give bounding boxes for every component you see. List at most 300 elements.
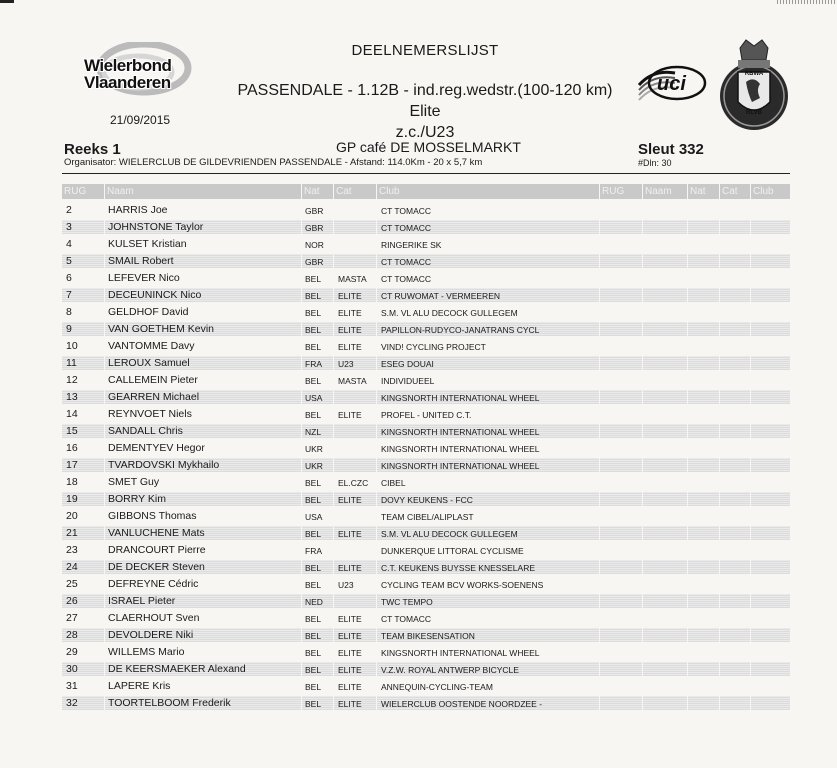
row-shading: [643, 322, 687, 336]
table-row: [62, 286, 790, 303]
rider-club: KINGSNORTH INTERNATIONAL WHEEL: [381, 427, 540, 437]
row-shading: [643, 594, 687, 608]
row-shading: [643, 220, 687, 234]
row-shading: [600, 339, 642, 353]
race-line-1: PASSENDALE - 1.12B - ind.reg.wedstr.(100-120 km) Elite: [237, 82, 613, 120]
rider-club: CT TOMACC: [381, 257, 432, 267]
row-shading: [600, 322, 642, 336]
row-shading: [688, 458, 719, 472]
row-shading: [600, 611, 642, 625]
rider-name: DRANCOURT Pierre: [108, 544, 206, 556]
row-shading: [720, 560, 750, 574]
rider-category: ELITE: [338, 308, 362, 318]
row-shading: [688, 696, 719, 710]
event-name: GP café DE MOSSELMARKT: [336, 139, 521, 155]
rider-nationality: GBR: [305, 206, 324, 216]
row-shading: [600, 203, 642, 217]
col-nat: Nat: [302, 184, 333, 199]
row-shading: [751, 492, 790, 506]
row-shading: [720, 305, 750, 319]
row-shading: [334, 543, 376, 557]
row-shading: [334, 424, 376, 438]
rider-number: 8: [66, 306, 72, 318]
row-shading: [751, 441, 790, 455]
table-row: [62, 388, 790, 405]
scan-noise: [777, 0, 837, 4]
row-shading: [688, 237, 719, 251]
rider-club: V.Z.W. ROYAL ANTWERP BICYCLE: [381, 665, 519, 675]
row-shading: [643, 662, 687, 676]
rider-name: DECEUNINCK Nico: [108, 289, 202, 301]
row-shading: [751, 475, 790, 489]
rider-name: DE DECKER Steven: [108, 561, 205, 573]
rider-name: DEFREYNE Cédric: [108, 578, 199, 590]
row-shading: [643, 679, 687, 693]
row-shading: [688, 662, 719, 676]
row-shading: [643, 373, 687, 387]
row-shading: [600, 356, 642, 370]
rider-category: ELITE: [338, 529, 362, 539]
rider-nationality: BEL: [305, 665, 322, 675]
row-shading: [751, 356, 790, 370]
row-shading: [688, 577, 719, 591]
rider-name: DEMENTYEV Hegor: [108, 442, 205, 454]
row-shading: [600, 458, 642, 472]
table-row: [62, 439, 790, 456]
rider-table: [62, 201, 790, 711]
row-shading: [751, 305, 790, 319]
row-shading: [720, 271, 750, 285]
rider-club: CT TOMACC: [381, 223, 432, 233]
row-shading: [751, 424, 790, 438]
rider-category: U23: [338, 580, 354, 590]
rider-name: GEARREN Michael: [108, 391, 200, 403]
row-shading: [720, 577, 750, 591]
rider-nationality: BEL: [305, 308, 322, 318]
row-shading: [600, 288, 642, 302]
rider-number: 32: [66, 697, 78, 709]
row-shading: [688, 492, 719, 506]
rider-number: 12: [66, 374, 78, 386]
row-shading: [600, 305, 642, 319]
rider-category: ELITE: [338, 699, 362, 709]
col-cat: Cat: [334, 184, 376, 199]
table-row: [62, 558, 790, 575]
rider-category: ELITE: [338, 665, 362, 675]
rider-nationality: BEL: [305, 342, 322, 352]
row-shading: [334, 458, 376, 472]
logo-text-line2: Vlaanderen: [84, 73, 171, 92]
row-shading: [751, 237, 790, 251]
row-shading: [600, 475, 642, 489]
row-shading: [720, 628, 750, 642]
rider-nationality: BEL: [305, 291, 322, 301]
rider-name: TVARDOVSKI Mykhailo: [108, 459, 220, 471]
row-shading: [643, 254, 687, 268]
rider-name: WILLEMS Mario: [108, 646, 185, 658]
rider-name: BORRY Kim: [108, 493, 166, 505]
document-title: DEELNEMERSLIJST: [351, 42, 499, 59]
table-row: [62, 643, 790, 660]
table-row: [62, 201, 790, 218]
rider-club: C.T. KEUKENS BUYSSE KNESSELARE: [381, 563, 535, 573]
rider-nationality: UKR: [305, 461, 323, 471]
crest-text-bottom: RLVB: [746, 110, 762, 116]
rider-club: TEAM BIKESENSATION: [381, 631, 475, 641]
row-shading: [720, 492, 750, 506]
row-shading: [600, 526, 642, 540]
row-shading: [643, 305, 687, 319]
row-shading: [688, 645, 719, 659]
row-shading: [720, 407, 750, 421]
row-shading: [643, 628, 687, 642]
rider-category: U23: [338, 359, 354, 369]
rider-number: 2: [66, 204, 72, 216]
table-row: [62, 473, 790, 490]
table-row: [62, 626, 790, 643]
row-shading: [688, 407, 719, 421]
table-row: [62, 235, 790, 252]
row-shading: [334, 509, 376, 523]
table-row: [62, 269, 790, 286]
row-shading: [688, 356, 719, 370]
row-shading: [600, 594, 642, 608]
table-row: [62, 490, 790, 507]
table-row: [62, 694, 790, 711]
rider-name: VANLUCHENE Mats: [108, 527, 205, 539]
rider-nationality: GBR: [305, 223, 324, 233]
col-rug-2: RUG: [600, 184, 642, 199]
row-shading: [600, 628, 642, 642]
row-shading: [688, 373, 719, 387]
row-shading: [600, 679, 642, 693]
rider-category: ELITE: [338, 648, 362, 658]
row-shading: [751, 322, 790, 336]
col-club-2: Club: [751, 184, 790, 199]
rider-nationality: BEL: [305, 631, 322, 641]
rider-club: PAPILLON-RUDYCO-JANATRANS CYCL: [381, 325, 540, 335]
rider-club: ANNEQUIN-CYCLING-TEAM: [381, 682, 493, 692]
rider-number: 19: [66, 493, 78, 505]
rider-club: KINGSNORTH INTERNATIONAL WHEEL: [381, 444, 540, 454]
rider-nationality: USA: [305, 512, 323, 522]
table-row: [62, 252, 790, 269]
rider-number: 11: [66, 357, 77, 369]
rider-club: ESEG DOUAI: [381, 359, 434, 369]
row-shading: [688, 611, 719, 625]
row-shading: [688, 543, 719, 557]
rider-club: PROFEL - UNITED C.T.: [381, 410, 472, 420]
row-shading: [751, 220, 790, 234]
rider-category: ELITE: [338, 291, 362, 301]
table-row: [62, 507, 790, 524]
row-shading: [688, 560, 719, 574]
row-shading: [751, 577, 790, 591]
rider-nationality: GBR: [305, 257, 324, 267]
row-shading: [600, 424, 642, 438]
rlvb-crest-logo: [716, 38, 792, 134]
row-shading: [334, 441, 376, 455]
participant-count: #Dln: 30: [638, 158, 672, 168]
row-shading: [720, 322, 750, 336]
rider-name: GELDHOF David: [108, 306, 189, 318]
sleut-label: Sleut 332: [638, 141, 704, 158]
rider-category: ELITE: [338, 682, 362, 692]
rider-club: CT TOMACC: [381, 206, 432, 216]
rider-nationality: BEL: [305, 614, 322, 624]
organisator-line: Organisator: WIELERCLUB DE GILDEVRIENDEN PASSENDALE - Afstand: 114.0Km - 20 x 5,7 km: [64, 157, 483, 168]
uci-logo: [635, 63, 709, 105]
rider-nationality: NED: [305, 597, 323, 607]
rider-club: TWC TEMPO: [381, 597, 433, 607]
row-shading: [643, 271, 687, 285]
row-shading: [751, 339, 790, 353]
table-row: [62, 405, 790, 422]
rider-number: 20: [66, 510, 78, 522]
row-shading: [720, 424, 750, 438]
row-shading: [600, 645, 642, 659]
rider-club: S.M. VL ALU DECOCK GULLEGEM: [381, 308, 518, 318]
rider-category: EL.CZC: [338, 478, 369, 488]
rider-number: 28: [66, 629, 78, 641]
row-shading: [688, 424, 719, 438]
table-row: [62, 303, 790, 320]
row-shading: [643, 645, 687, 659]
row-shading: [688, 441, 719, 455]
row-shading: [688, 390, 719, 404]
row-shading: [751, 594, 790, 608]
row-shading: [643, 475, 687, 489]
scan-mark: [0, 0, 14, 3]
row-shading: [751, 560, 790, 574]
row-shading: [643, 424, 687, 438]
rider-number: 7: [66, 289, 72, 301]
row-shading: [688, 288, 719, 302]
row-shading: [720, 526, 750, 540]
row-shading: [720, 254, 750, 268]
table-row: [62, 218, 790, 235]
table-row: [62, 524, 790, 541]
row-shading: [643, 577, 687, 591]
rider-club: VIND! CYCLING PROJECT: [381, 342, 486, 352]
row-shading: [600, 271, 642, 285]
rider-name: KULSET Kristian: [108, 238, 187, 250]
rider-name: ISRAEL Pieter: [108, 595, 176, 607]
row-shading: [600, 373, 642, 387]
rider-number: 21: [66, 527, 78, 539]
row-shading: [720, 288, 750, 302]
rider-number: 24: [66, 561, 78, 573]
rider-number: 10: [66, 340, 78, 352]
rider-number: 26: [66, 595, 78, 607]
row-shading: [720, 475, 750, 489]
row-shading: [720, 662, 750, 676]
row-shading: [643, 390, 687, 404]
row-shading: [643, 203, 687, 217]
row-shading: [751, 407, 790, 421]
table-row: [62, 541, 790, 558]
col-naam-2: Naam: [643, 184, 687, 199]
wielerbond-vlaanderen-logo: [78, 42, 194, 100]
logo-text-line1: Wielerbond: [84, 56, 172, 75]
rider-name: REYNVOET Niels: [108, 408, 192, 420]
rider-club: INDIVIDUEEL: [381, 376, 435, 386]
rider-number: 4: [66, 238, 72, 250]
rider-name: LAPERE Kris: [108, 680, 171, 692]
row-shading: [643, 458, 687, 472]
row-shading: [720, 458, 750, 472]
row-shading: [751, 662, 790, 676]
rider-nationality: BEL: [305, 325, 322, 335]
row-shading: [751, 526, 790, 540]
table-row: [62, 371, 790, 388]
rider-category: ELITE: [338, 563, 362, 573]
row-shading: [720, 220, 750, 234]
col-cat-2: Cat: [720, 184, 750, 199]
rider-nationality: BEL: [305, 648, 322, 658]
row-shading: [643, 356, 687, 370]
row-shading: [643, 288, 687, 302]
row-shading: [643, 526, 687, 540]
rider-category: ELITE: [338, 495, 362, 505]
row-shading: [751, 611, 790, 625]
row-shading: [751, 696, 790, 710]
rider-nationality: NZL: [305, 427, 322, 437]
rider-nationality: BEL: [305, 682, 322, 692]
race-description: [232, 80, 618, 143]
row-shading: [334, 203, 376, 217]
row-shading: [751, 288, 790, 302]
rider-category: MASTA: [338, 274, 367, 284]
rider-number: 23: [66, 544, 78, 556]
row-shading: [688, 339, 719, 353]
row-shading: [643, 509, 687, 523]
rider-nationality: BEL: [305, 580, 322, 590]
table-row: [62, 677, 790, 694]
row-shading: [720, 679, 750, 693]
rider-number: 6: [66, 272, 72, 284]
row-shading: [688, 322, 719, 336]
rider-club: WIELERCLUB OOSTENDE NOORDZEE -: [381, 699, 543, 709]
row-shading: [600, 696, 642, 710]
rider-club: CIBEL: [381, 478, 406, 488]
rider-number: 5: [66, 255, 72, 267]
row-shading: [377, 475, 599, 489]
row-shading: [720, 373, 750, 387]
rider-nationality: BEL: [305, 563, 322, 573]
uci-text: uci: [657, 73, 686, 95]
rider-name: DEVOLDERE Niki: [108, 629, 194, 641]
rider-number: 29: [66, 646, 78, 658]
col-naam: Naam: [105, 184, 301, 199]
table-row: [62, 337, 790, 354]
rider-nationality: FRA: [305, 359, 322, 369]
rider-nationality: BEL: [305, 410, 322, 420]
row-shading: [600, 560, 642, 574]
table-row: [62, 320, 790, 337]
row-shading: [643, 407, 687, 421]
row-shading: [643, 237, 687, 251]
row-shading: [688, 475, 719, 489]
table-row: [62, 456, 790, 473]
rider-club: DUNKERQUE LITTORAL CYCLISME: [381, 546, 524, 556]
row-shading: [334, 220, 376, 234]
rider-club: CYCLING TEAM BCV WORKS-SOENENS: [381, 580, 544, 590]
rider-club: CT RUWOMAT - VERMEEREN: [381, 291, 501, 301]
rider-name: DE KEERSMAEKER Alexand: [108, 663, 246, 675]
row-shading: [751, 390, 790, 404]
rider-number: 3: [66, 221, 72, 233]
rider-name: LEROUX Samuel: [108, 357, 190, 369]
rider-number: 15: [66, 425, 78, 437]
header-rule: [62, 173, 790, 174]
rider-category: ELITE: [338, 614, 362, 624]
rider-category: MASTA: [338, 376, 367, 386]
row-shading: [600, 237, 642, 251]
rider-club: TEAM CIBEL/ALIPLAST: [381, 512, 474, 522]
row-shading: [720, 594, 750, 608]
table-row: [62, 575, 790, 592]
row-shading: [688, 254, 719, 268]
row-shading: [720, 441, 750, 455]
rider-club: DOVY KEUKENS - FCC: [381, 495, 473, 505]
row-shading: [600, 543, 642, 557]
rider-nationality: BEL: [305, 376, 322, 386]
col-club: Club: [377, 184, 599, 199]
row-shading: [688, 526, 719, 540]
row-shading: [688, 271, 719, 285]
table-row: [62, 354, 790, 371]
rider-club: CT TOMACC: [381, 274, 432, 284]
row-shading: [751, 203, 790, 217]
row-shading: [751, 628, 790, 642]
rider-name: GIBBONS Thomas: [108, 510, 197, 522]
rider-number: 14: [66, 408, 78, 420]
row-shading: [751, 679, 790, 693]
crest-text-top: RBWA: [744, 71, 764, 77]
rider-nationality: BEL: [305, 529, 322, 539]
row-shading: [600, 492, 642, 506]
row-shading: [600, 220, 642, 234]
row-shading: [688, 305, 719, 319]
rider-category: ELITE: [338, 631, 362, 641]
row-shading: [643, 696, 687, 710]
rider-club: KINGSNORTH INTERNATIONAL WHEEL: [381, 393, 540, 403]
row-shading: [334, 594, 376, 608]
row-shading: [720, 543, 750, 557]
rider-nationality: BEL: [305, 274, 322, 284]
rider-nationality: BEL: [305, 478, 322, 488]
row-shading: [600, 390, 642, 404]
rider-nationality: BEL: [305, 495, 322, 505]
rider-club: KINGSNORTH INTERNATIONAL WHEEL: [381, 648, 540, 658]
rider-number: 31: [66, 680, 78, 692]
rider-number: 13: [66, 391, 78, 403]
row-shading: [751, 373, 790, 387]
rider-name: VANTOMME Davy: [108, 340, 195, 352]
rider-number: 25: [66, 578, 78, 590]
row-shading: [643, 339, 687, 353]
row-shading: [643, 543, 687, 557]
row-shading: [643, 441, 687, 455]
row-shading: [720, 356, 750, 370]
race-line-2: z.c./U23: [395, 124, 455, 141]
rider-name: SMET Guy: [108, 476, 160, 488]
table-header: [62, 184, 790, 199]
row-shading: [688, 679, 719, 693]
row-shading: [720, 645, 750, 659]
row-shading: [751, 254, 790, 268]
